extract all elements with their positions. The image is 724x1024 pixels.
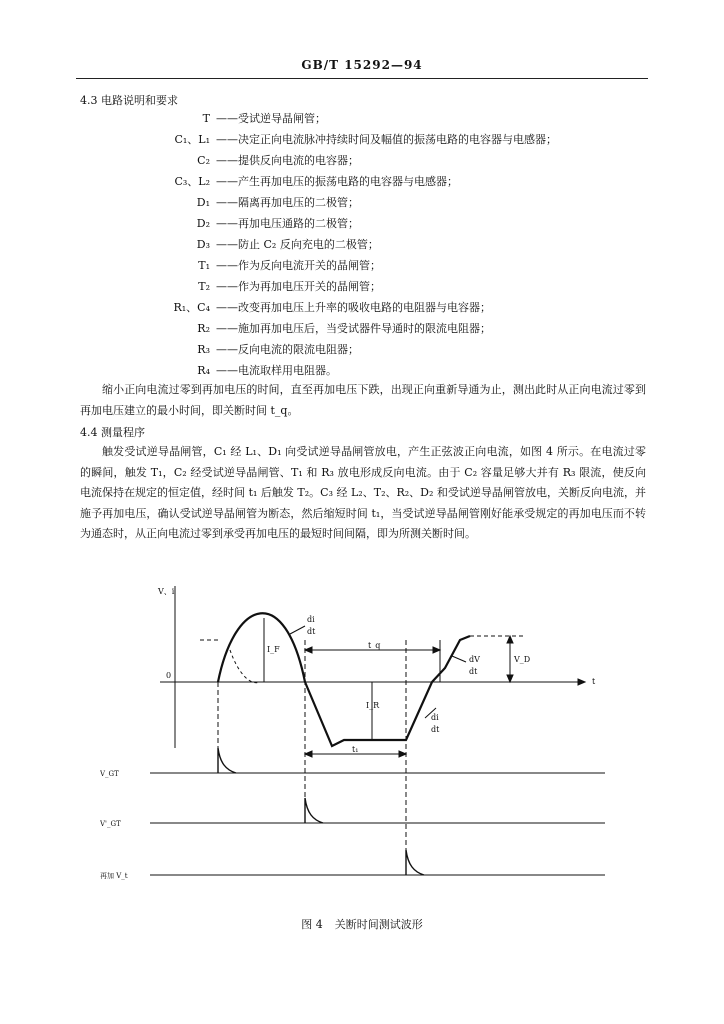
definition-desc: ——受试逆导晶闸管； [216, 112, 326, 125]
definition-desc: ——作为再加电压开关的晶闸管； [216, 280, 381, 293]
definition-term: D₁ [196, 196, 210, 209]
gate-label-3: 再加 V_t [100, 872, 128, 880]
definition-item [78, 131, 638, 149]
definition-term: T₁ [198, 259, 210, 272]
section-4-4-heading: 4.4 测量程序 [80, 426, 145, 439]
if-label: I_F [267, 645, 280, 654]
definition-term: T [202, 112, 210, 125]
definition-desc: ——决定正向电流脉冲持续时间及幅值的振荡电路的电容器与电感器； [216, 133, 557, 146]
reverse-and-reapplied-wave [305, 636, 470, 746]
definition-item [78, 173, 638, 191]
definition-term: R₂ [197, 322, 210, 335]
di-dt-leader-1 [290, 626, 305, 634]
header-rule [76, 78, 648, 79]
di-dt-numerator-1: di [307, 615, 315, 624]
gate-label-1: V_GT [100, 770, 119, 778]
t1-label: t₁ [352, 745, 359, 754]
definition-term: C₃、L₂ [174, 175, 210, 188]
definition-item [78, 194, 638, 212]
section-4-3-paragraph: 缩小正向电流过零到再加电压的时间，直至再加电压下跌，出现正向重新导通为止，测出此时从正向电流过零到再加电压建立的最小时间，即关断时间 t_q。 [80, 383, 646, 417]
dashed-gate-curve [230, 650, 260, 683]
definition-term: C₁、L₁ [174, 133, 210, 146]
origin-label: 0 [166, 671, 172, 680]
definition-item [78, 362, 638, 380]
dv-dt-numerator: dV [469, 655, 480, 664]
section-4-3-heading: 4.3 电路说明和要求 [80, 94, 178, 107]
definition-desc: ——再加电压通路的二极管； [216, 217, 359, 230]
tq-label: t_q [368, 641, 381, 650]
definition-desc: ——提供反向电流的电容器； [216, 154, 359, 167]
definition-desc: ——防止 C₂ 反向充电的二极管； [216, 238, 379, 251]
waveform-diagram [100, 578, 620, 908]
di-dt-denominator-1: dt [307, 627, 316, 636]
definition-item [78, 110, 638, 128]
vd-label: V_D [514, 655, 531, 664]
definition-item [78, 278, 638, 296]
definition-desc: ——反向电流的限流电阻器； [216, 343, 359, 356]
definition-item [78, 215, 638, 233]
definition-item [78, 257, 638, 275]
figure-caption-number: 图 4 [301, 918, 323, 931]
gate-pulse-3 [406, 850, 424, 875]
definition-item [78, 299, 638, 317]
definition-desc: ——改变再加电压上升率的吸收电路的电阻器与电容器； [216, 301, 491, 314]
figure-caption [0, 916, 724, 932]
dv-dt-leader [452, 656, 466, 662]
y-axis-label: V、i [158, 587, 175, 596]
forward-current-wave [218, 613, 305, 682]
section-4-4-paragraph: 触发受试逆导晶闸管，C₁ 经 L₁、D₁ 向受试逆导晶闸管放电，产生正弦波正向电流，如图 4 所示。在电流过零的瞬间，触发 T₁，C₂ 经受试逆导晶闸管、T₁ 和 R₃ 放电形成反向电流。由于 C₂ 容量足够大并有 R₃ 限流，使反向电流保持在规定的恒定值，经时间 t₁ 后触发 T₂。C₃ 经 L₂、T₂、R₂、D₂ 和受试逆导晶闸管放电，关断反向电流，并施予再加电压，确认受试逆导晶闸管为断态，然后缩短时间 t₁，当受试逆导晶闸管刚好能承受规定的再加电压而不转为通态时，从正向电流过零到承受再加电压的最短时间间隔，即为所测关断时间。 [80, 445, 646, 540]
figure-4-waveform [100, 578, 620, 908]
gate-pulse-1 [218, 748, 236, 773]
di-dt-denominator-2: dt [431, 725, 440, 734]
di-dt-numerator-2: di [431, 713, 439, 722]
definition-term: D₂ [196, 217, 210, 230]
definition-term: T₂ [198, 280, 210, 293]
definition-desc: ——电流取样用电阻器。 [216, 364, 337, 377]
definition-term: D₃ [196, 238, 210, 251]
definition-item [78, 341, 638, 359]
definition-desc: ——施加再加电压后，当受试器件导通时的限流电阻器； [216, 322, 491, 335]
figure-caption-text: 关断时间测试波形 [334, 918, 423, 931]
definition-item [78, 152, 638, 170]
definition-item [78, 236, 638, 254]
definition-desc: ——作为反向电流开关的晶闸管； [216, 259, 381, 272]
gate-pulse-2 [305, 798, 323, 823]
dv-dt-denominator: dt [469, 667, 478, 676]
definition-term: C₂ [197, 154, 210, 167]
x-axis-label: t [592, 677, 596, 686]
ir-label: I_R [366, 701, 380, 710]
definition-term: R₃ [197, 343, 210, 356]
definition-term: R₄ [197, 364, 210, 377]
standard-number-header: GB/T 15292—94 [301, 58, 423, 72]
definition-term: R₁、C₄ [173, 301, 210, 314]
time-axis-arrow [578, 679, 585, 685]
definition-desc: ——隔离再加电压的二极管； [216, 196, 359, 209]
definition-item [78, 320, 638, 338]
gate-label-2: V'_GT [100, 820, 121, 828]
definition-desc: ——产生再加电压的振荡电路的电容器与电感器； [216, 175, 458, 188]
